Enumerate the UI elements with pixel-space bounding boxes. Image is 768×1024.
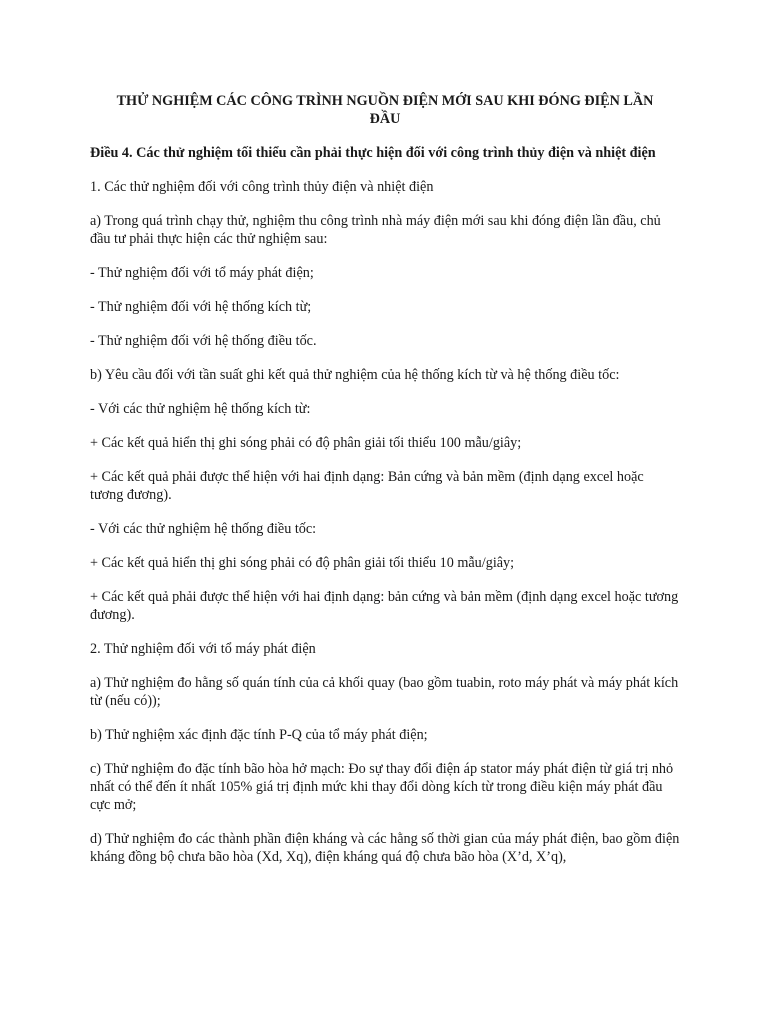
paragraph: - Thử nghiệm đối với tổ máy phát điện; bbox=[90, 265, 314, 281]
article-heading: Điều 4. Các thử nghiệm tối thiểu cần phải thực hiện đối với công trình thủy điện và nhiệt điện bbox=[90, 145, 656, 161]
document-title: THỬ NGHIỆM CÁC CÔNG TRÌNH NGUỒN ĐIỆN MỚI SAU KHI ĐÓNG ĐIỆN LẦN ĐẦU bbox=[116, 93, 654, 127]
paragraph: + Các kết quả hiển thị ghi sóng phải có độ phân giải tối thiểu 10 mẫu/giây; bbox=[90, 555, 515, 571]
paragraph: a) Trong quá trình chạy thử, nghiệm thu công trình nhà máy điện mới sau khi đóng điện lần đầu, chủ đầu tư phải thực hiện các thử nghiệm sau: bbox=[90, 213, 661, 247]
paragraph: d) Thử nghiệm đo các thành phần điện kháng và các hằng số thời gian của máy phát điện, bao gồm điện kháng đồng bộ chưa bão hòa (Xd, Xq), điện kháng quá độ chưa bão hòa (X’d, X’q), bbox=[90, 831, 680, 865]
paragraph: + Các kết quả hiển thị ghi sóng phải có độ phân giải tối thiểu 100 mẫu/giây; bbox=[90, 435, 522, 451]
paragraph: - Thử nghiệm đối với hệ thống điều tốc. bbox=[90, 333, 317, 349]
paragraph: a) Thử nghiệm đo hằng số quán tính của cả khối quay (bao gồm tuabin, roto máy phát và máy phát kích từ (nếu có)); bbox=[90, 675, 679, 709]
paragraph: - Thử nghiệm đối với hệ thống kích từ; bbox=[90, 299, 312, 315]
paragraph: + Các kết quả phải được thể hiện với hai định dạng: bản cứng và bản mềm (định dạng excel hoặc tương đương). bbox=[90, 589, 679, 623]
paragraph: - Với các thử nghiệm hệ thống điều tốc: bbox=[90, 521, 317, 537]
paragraph: + Các kết quả phải được thể hiện với hai định dạng: Bản cứng và bản mềm (định dạng excel hoặc tương đương). bbox=[90, 469, 644, 503]
paragraph: 2. Thử nghiệm đối với tổ máy phát điện bbox=[90, 641, 316, 657]
paragraph: b) Yêu cầu đối với tần suất ghi kết quả thử nghiệm của hệ thống kích từ và hệ thống điều tốc: bbox=[90, 367, 620, 383]
paragraph: b) Thử nghiệm xác định đặc tính P-Q của tổ máy phát điện; bbox=[90, 727, 428, 743]
paragraph: 1. Các thử nghiệm đối với công trình thủy điện và nhiệt điện bbox=[90, 179, 434, 195]
paragraph: - Với các thử nghiệm hệ thống kích từ: bbox=[90, 401, 311, 417]
paragraph: c) Thử nghiệm đo đặc tính bão hòa hở mạch: Đo sự thay đổi điện áp stator máy phát điện từ giá trị nhỏ nhất có thể đến ít nhất 105% giá trị định mức khi thay đổi dòng kích từ trong điều kiện máy phát đầu cực mở; bbox=[90, 761, 674, 813]
